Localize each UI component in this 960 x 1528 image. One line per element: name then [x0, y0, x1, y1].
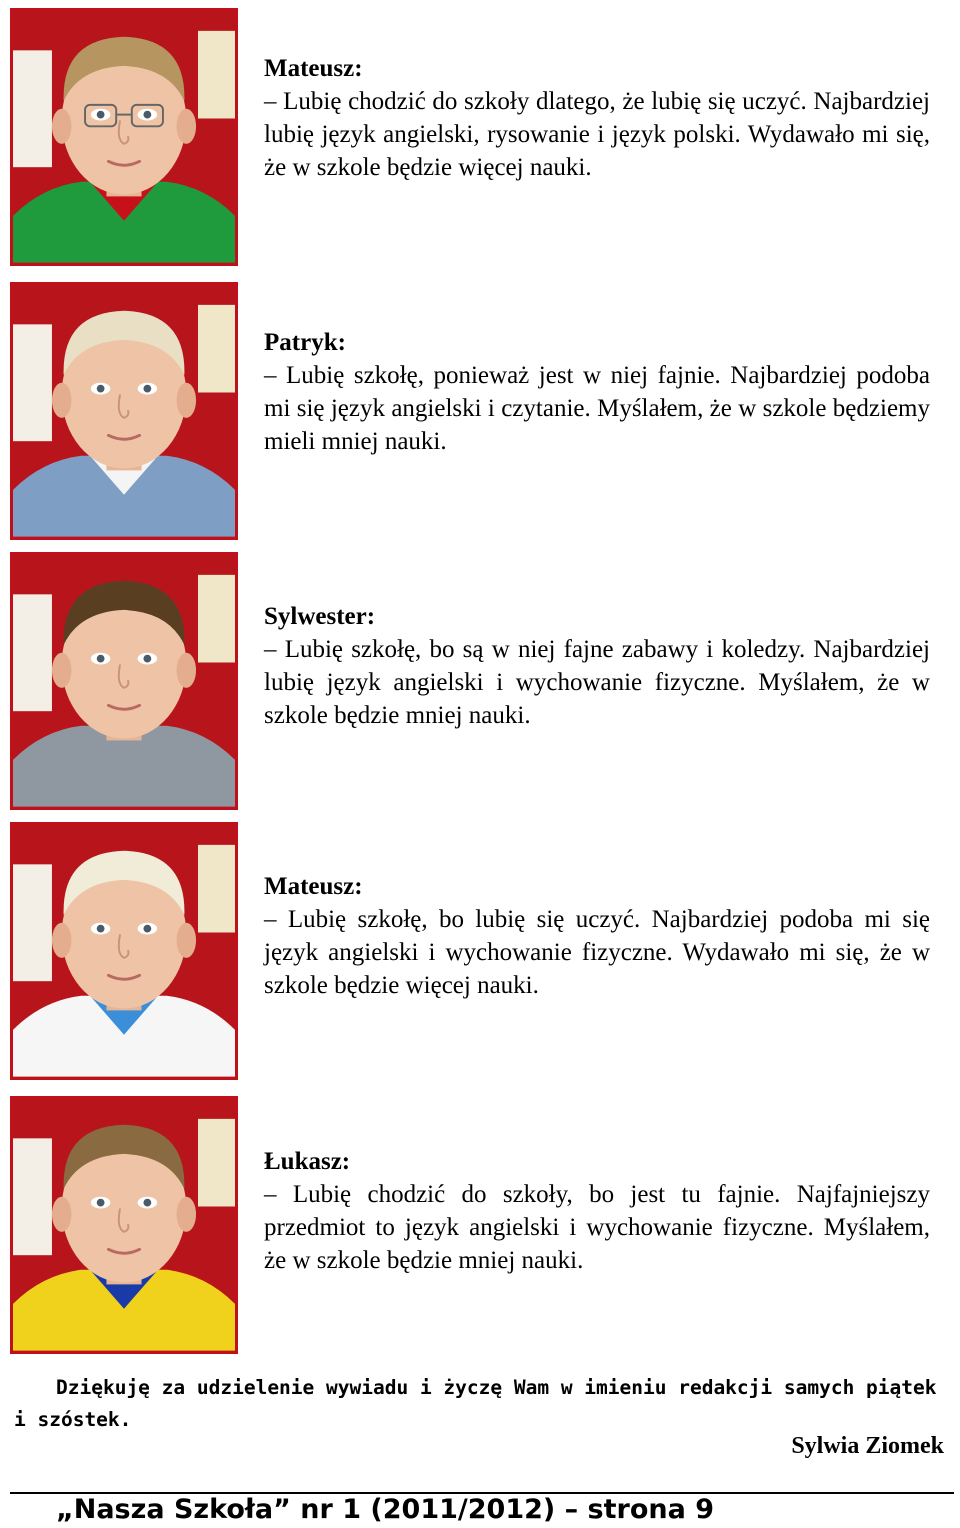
wall-poster — [13, 50, 52, 167]
student-answer: – Lubię szkołę, ponieważ jest w niej fajnie. Najbardziej podoba mi się język angielski i czytanie. Myślałem, że w szkole będziemy mieli mniej nauki. — [264, 362, 930, 455]
pupil — [143, 925, 151, 933]
interview-entry — [264, 600, 930, 732]
ear — [52, 653, 71, 688]
photo-mateusz-1 — [10, 8, 238, 266]
photo-patryk — [10, 282, 238, 540]
photo-sylwester — [10, 552, 238, 810]
pupil — [143, 1199, 151, 1207]
pupil — [143, 655, 151, 663]
page-footer: „Nasza Szkoła” nr 1 (2011/2012) – strona 9 — [55, 1494, 715, 1525]
wall-poster — [13, 864, 52, 981]
portrait-image — [13, 825, 235, 1077]
pupil — [143, 111, 151, 119]
ear — [52, 1197, 71, 1232]
student-answer: – Lubię szkołę, bo są w niej fajne zabawy i koledzy. Najbardziej lubię język angielski i wychowanie fizyczne. Myślałem, że w szkole będzie mniej nauki. — [264, 636, 930, 729]
author-signature: Sylwia Ziomek — [791, 1433, 944, 1459]
portrait-image — [13, 11, 235, 263]
interview-entry — [264, 326, 930, 458]
wall-poster — [13, 324, 52, 441]
closing-note: Dziękuję za udzielenie wywiadu i życzę Wam w imieniu redakcji samych piątek i szóstek. — [14, 1376, 937, 1431]
wall-poster — [198, 575, 235, 663]
student-answer: – Lubię chodzić do szkoły, bo jest tu fajnie. Najfajniejszy przedmiot to język angielski i wychowanie fizyczne. Myślałem, że w szkole będzie mniej nauki. — [264, 1181, 930, 1274]
ear — [52, 923, 71, 958]
student-name: Sylwester: — [264, 603, 376, 630]
ear — [177, 653, 196, 688]
wall-poster — [13, 594, 52, 711]
ear — [177, 923, 196, 958]
portrait-image — [13, 555, 235, 807]
photo-lukasz — [10, 1096, 238, 1354]
wall-poster — [198, 845, 235, 933]
ear — [52, 109, 71, 144]
portrait-image — [13, 285, 235, 537]
wall-poster — [198, 1119, 235, 1207]
interview-entry — [264, 52, 930, 184]
wall-poster — [13, 1138, 52, 1255]
interview-entry — [264, 870, 930, 1002]
pupil — [97, 111, 105, 119]
student-name: Łukasz: — [264, 1148, 351, 1175]
student-name: Mateusz: — [264, 873, 363, 900]
ear — [177, 109, 196, 144]
student-name: Patryk: — [264, 329, 346, 356]
student-answer: – Lubię szkołę, bo lubię się uczyć. Najbardziej podoba mi się język angielski i wychowanie fizyczne. Wydawało mi się, że w szkole będzie więcej nauki. — [264, 906, 930, 999]
pupil — [97, 655, 105, 663]
pupil — [143, 385, 151, 393]
wall-poster — [198, 31, 235, 119]
portrait-image — [13, 1099, 235, 1351]
interview-entry — [264, 1145, 930, 1277]
student-answer: – Lubię chodzić do szkoły dlatego, że lubię się uczyć. Najbardziej lubię język angielski, rysowanie i język polski. Wydawało mi się, że w szkole będzie więcej nauki. — [264, 88, 930, 181]
photo-mateusz-2 — [10, 822, 238, 1080]
student-name: Mateusz: — [264, 55, 363, 82]
pupil — [97, 385, 105, 393]
pupil — [97, 1199, 105, 1207]
ear — [52, 383, 71, 418]
ear — [177, 1197, 196, 1232]
wall-poster — [198, 305, 235, 393]
ear — [177, 383, 196, 418]
pupil — [97, 925, 105, 933]
